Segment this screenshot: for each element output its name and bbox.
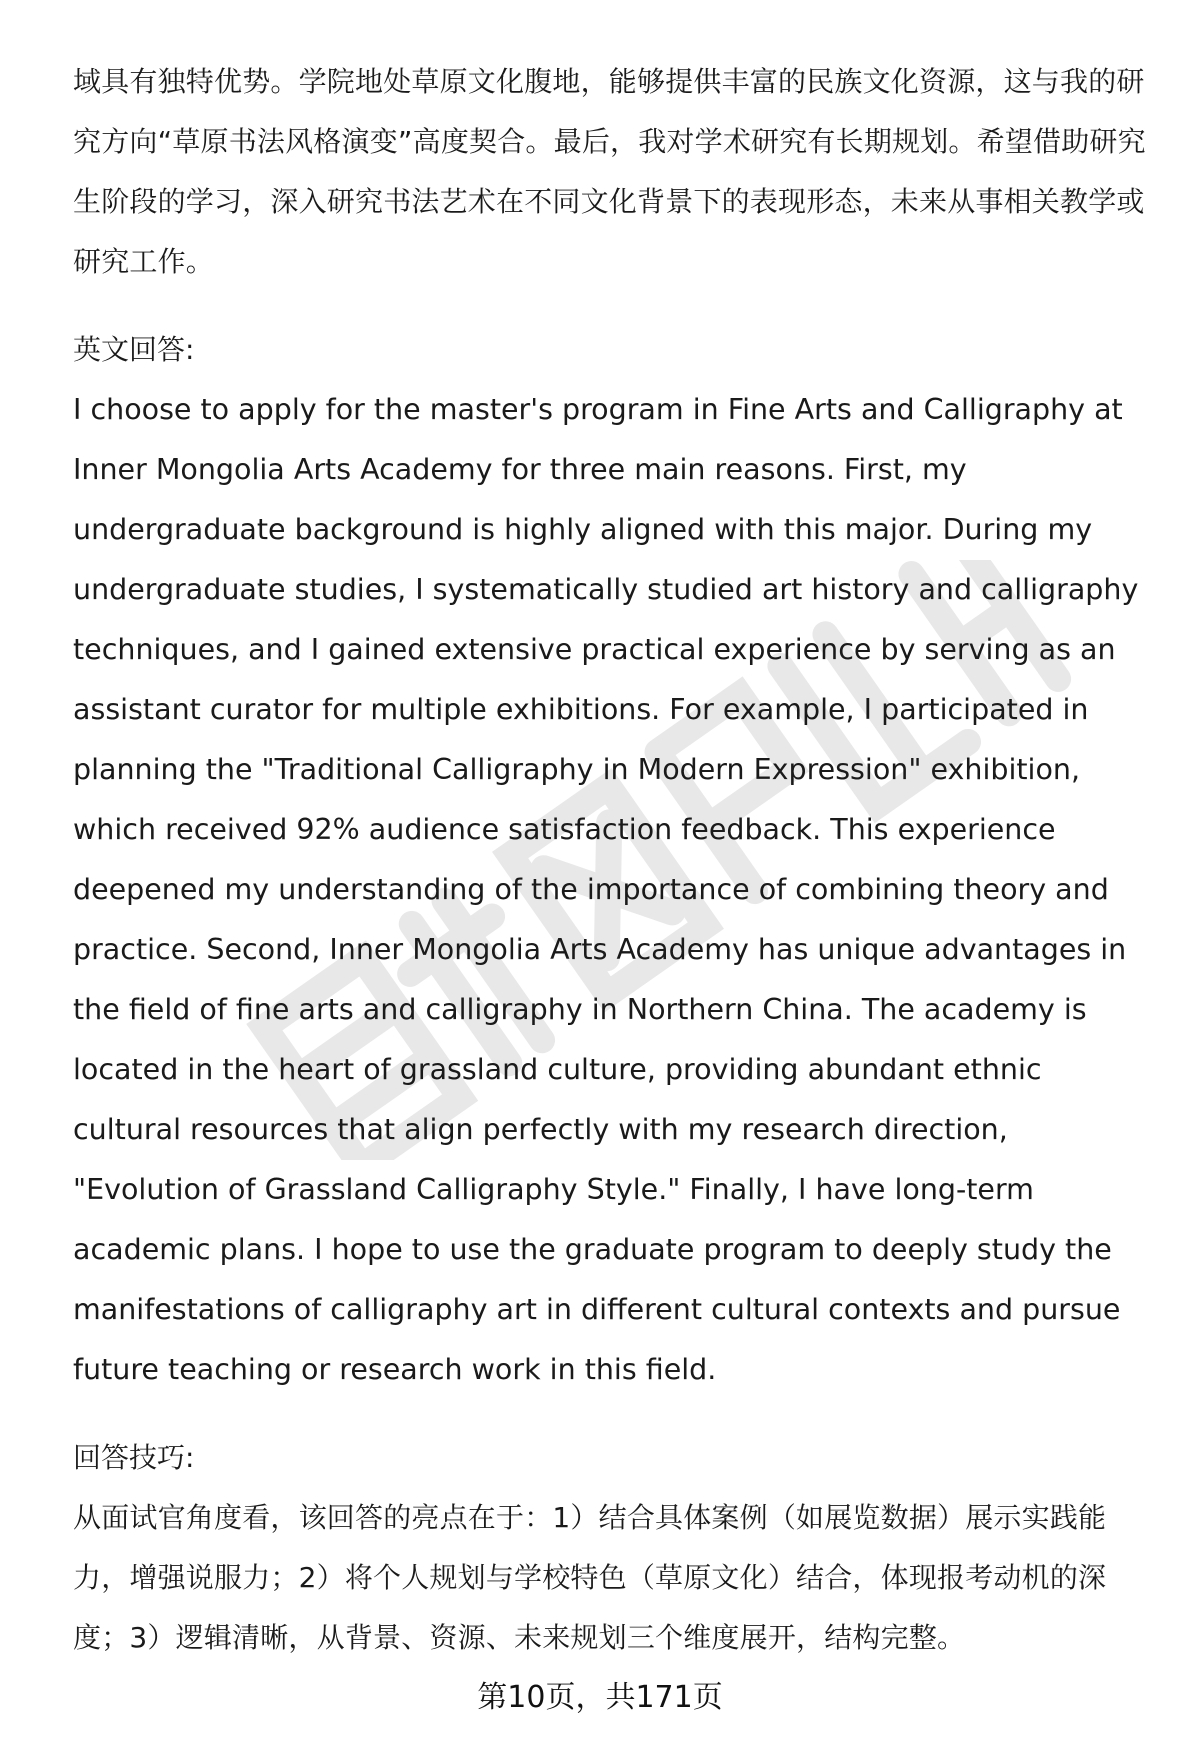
spacer bbox=[73, 1400, 1153, 1428]
page-number: 第10页，共171页 bbox=[477, 1680, 723, 1715]
intro-paragraph: 域具有独特优势。学院地处草原文化腹地，能够提供丰富的民族文化资源，这与我的研究方向“草原书法风格演变”高度契合。最后，我对学术研究有长期规划。希望借助研究生阶段的学习，深入研究书法艺术在不同文化背景下的表现形态，未来从事相关教学或研究工作。 bbox=[73, 65, 1146, 278]
answer-tips-paragraph: 从面试官角度看，该回答的亮点在于：1）结合具体案例（如展览数据）展示实践能力，增强说服力；2）将个人规划与学校特色（草原文化）结合，体现报考动机的深度；3）逻辑清晰，从背景、资源、未来规划三个维度展开，结构完整。 bbox=[73, 1501, 1107, 1654]
document-body bbox=[73, 52, 1153, 1668]
answer-tips-heading: 回答技巧: bbox=[73, 1441, 195, 1474]
english-answer-heading: 英文回答: bbox=[73, 333, 195, 366]
spacer bbox=[73, 292, 1153, 320]
english-answer-paragraph: I choose to apply for the master's program in Fine Arts and Calligraphy at Inner Mongolia Arts Academy for three main reasons. First, my undergraduate background is highly aligned with this major. During my undergraduate studies, I systematically studied art history and calligraphy techniques, and I gained extensive practical experience by serving as an assistant curator for multiple exhibitions. For example, I participated in planning the "Traditional Calligraphy in Modern Expression" exhibition, which received 92% audience satisfaction feedback. This experience deepened my understanding of the importance of combining theory and practice. Second, Inner Mongolia Arts Academy has unique advantages in the field of fine arts and calligraphy in Northern China. The academy is located in the heart of grassland culture, providing abundant ethnic cultural resources that align perfectly with my research direction, "Evolution of Grassland Calligraphy Style." Finally, I have long-term academic plans. I hope to use the graduate program to deeply study the manifestations of calligraphy art in different cultural contexts and pursue future teaching or research work in this field. bbox=[73, 393, 1139, 1386]
